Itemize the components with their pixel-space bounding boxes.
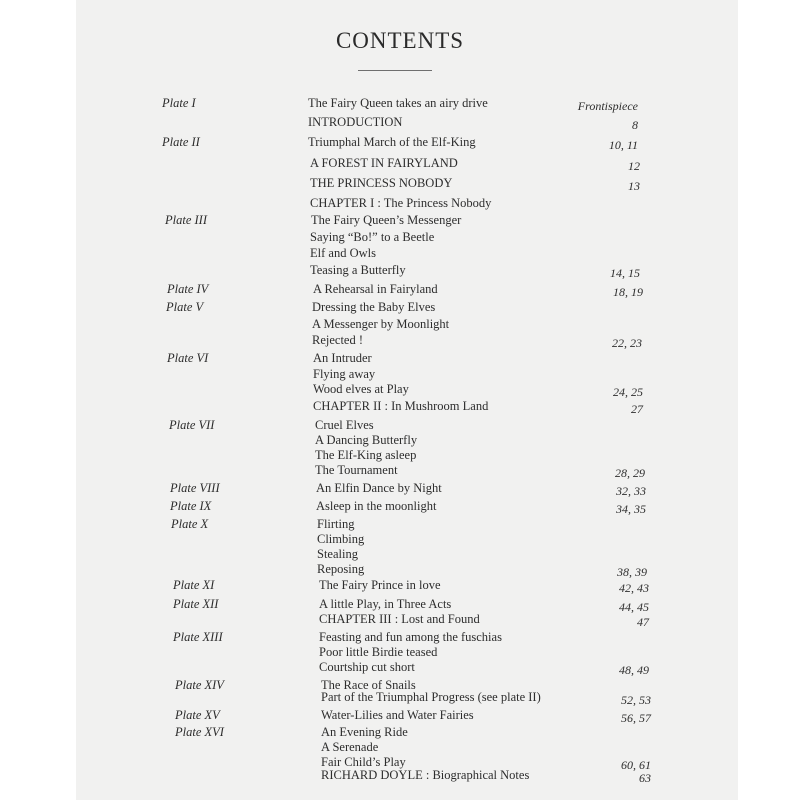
entry-title: Feasting and fun among the fuschias [319,630,502,644]
plate-label: Plate II [162,135,200,149]
page-number: 48, 49 [619,663,649,677]
page-number: 38, 39 [617,565,647,579]
page-number: 34, 35 [616,502,646,516]
plate-label: Plate VII [169,418,215,432]
entry-title: Courtship cut short [319,660,415,674]
entry-title: Water-Lilies and Water Fairies [321,708,474,722]
entry-title: Fair Child’s Play [321,755,406,769]
page-number: 8 [632,118,638,132]
entry-title: A Dancing Butterfly [315,433,418,447]
plate-label: Plate XIV [175,678,224,692]
plate-label: Plate VIII [170,481,220,495]
entry-title: The Fairy Prince in love [319,578,441,592]
entry-title: A Rehearsal in Fairyland [313,282,438,296]
page-number: 28, 29 [615,466,645,480]
page-number: 14, 15 [610,266,640,280]
page-number: 22, 23 [612,336,642,350]
entry-title: Cruel Elves [315,418,374,432]
plate-label: Plate XV [175,708,220,722]
entry-title: RICHARD DOYLE : Biographical Notes [321,768,530,782]
page-number: 13 [628,179,640,193]
page-number: 12 [628,159,640,173]
entry-title: An Evening Ride [321,725,408,739]
entry-title: An Intruder [313,351,372,365]
entry-title: The Fairy Queen’s Messenger [311,213,462,227]
page-title: CONTENTS [335,28,465,53]
plate-label: Plate IX [170,499,212,513]
entry-title: Climbing [317,532,365,546]
entry-title: Flirting [317,517,355,531]
entry-title: Flying away [313,367,376,381]
entry-title: Saying “Bo!” to a Beetle [310,230,435,244]
entry-title: A Messenger by Moonlight [312,317,450,331]
entry-title: Rejected ! [312,333,364,347]
page-number: 47 [637,615,649,629]
entry-title: Elf and Owls [310,246,376,260]
plate-label: Plate V [166,300,204,314]
page-number: 24, 25 [613,385,643,399]
plate-label: Plate I [162,96,196,110]
entry-title: Teasing a Butterfly [310,263,406,277]
plate-label: Plate XIII [173,630,223,644]
entry-title: CHAPTER I : The Princess Nobody [310,196,492,210]
entry-title: Reposing [317,562,365,576]
entry-title: Part of the Triumphal Progress (see plate II) [321,690,541,704]
plate-label: Plate VI [167,351,209,365]
entry-title: THE PRINCESS NOBODY [310,176,453,190]
entry-title: CHAPTER III : Lost and Found [319,612,480,626]
entry-title: CHAPTER II : In Mushroom Land [313,399,489,413]
page-number: 27 [631,402,643,416]
plate-label: Plate IV [167,282,209,296]
page-number: 63 [639,771,651,785]
plate-label: Plate X [171,517,209,531]
page-number: 32, 33 [616,484,646,498]
plate-label: Plate XVI [175,725,224,739]
entry-title: Asleep in the moonlight [316,499,437,513]
plate-label: Plate XI [173,578,215,592]
entry-title: Poor little Birdie teased [319,645,438,659]
entry-title: The Elf-King asleep [315,448,417,462]
entry-title: The Tournament [315,463,398,477]
entry-title: A little Play, in Three Acts [319,597,452,611]
page-number: Frontispiece [577,99,638,113]
entry-title: A Serenade [321,740,379,754]
page-number: 10, 11 [608,138,638,152]
plate-label: Plate III [165,213,207,227]
entry-title: An Elfin Dance by Night [316,481,442,495]
entry-title: Wood elves at Play [313,382,409,396]
page-number: 18, 19 [613,285,643,299]
page-number: 56, 57 [621,711,651,725]
page-number: 60, 61 [621,758,651,772]
page-number: 42, 43 [619,581,649,595]
entry-title: Triumphal March of the Elf-King [308,135,476,149]
plate-label: Plate XII [173,597,219,611]
entry-title: A FOREST IN FAIRYLAND [310,156,458,170]
page-number: 44, 45 [619,600,649,614]
entry-title: Dressing the Baby Elves [312,300,436,314]
entry-title: INTRODUCTION [308,115,403,129]
entry-title: The Fairy Queen takes an airy drive [308,96,488,110]
entry-title: The Race of Snails [321,678,416,692]
page-number: 52, 53 [621,693,651,707]
entry-title: Stealing [317,547,358,561]
